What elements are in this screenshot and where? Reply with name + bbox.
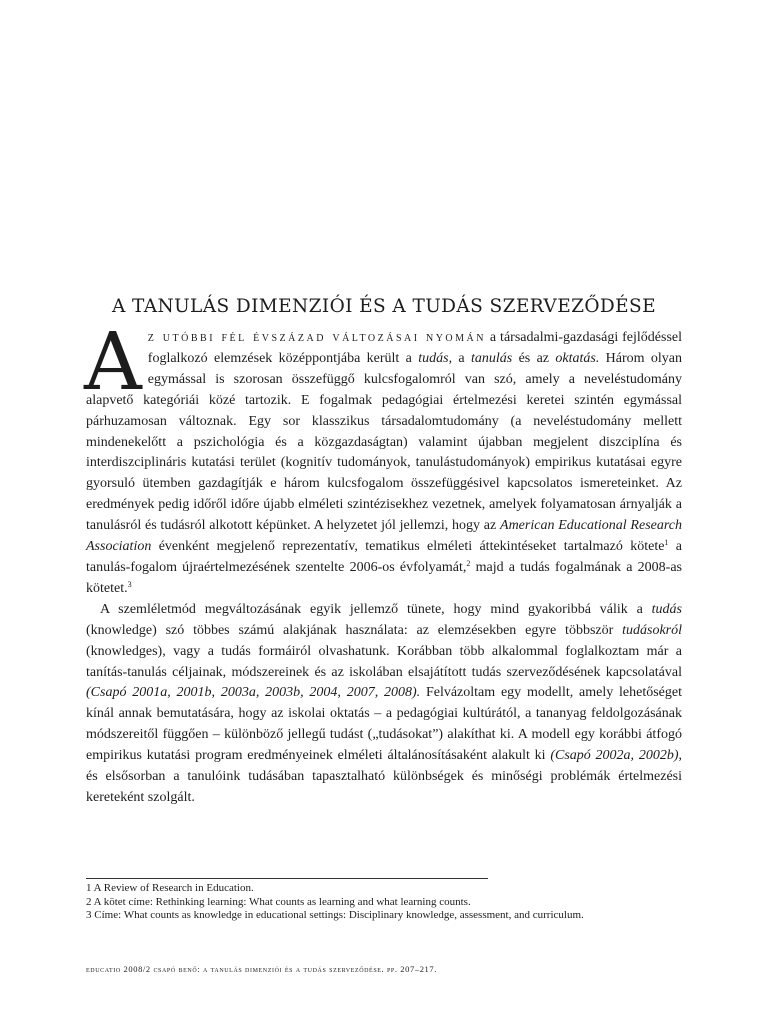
p2-text-3: (knowledges), vagy a tudás formáiról olvashatunk. Korábban több alkalommal foglalkoztam már a tanítás-tanulás céljainak, módszereinek és az iskolában elsajátított tudás szerveződésének kapcsolatával — [86, 643, 682, 680]
footnote-2: 2 A kötet címe: Rethinking learning: What counts as learning and what learning counts. — [86, 895, 471, 908]
paragraph-2 — [86, 600, 682, 809]
p1-italic-tanulas: tanulás — [470, 350, 513, 366]
p1-italic-oktatas: oktatás. — [555, 350, 600, 366]
p2-text-5: , és elsősorban a tanulóink tudásában tapasztalható különbségek és minőségi problémák értelmezési kereteként szolgált. — [86, 748, 682, 805]
p1-text-5: évenként megjelenő reprezentatív, tematikus elméleti áttekintéseket tartalmazó kötete — [151, 539, 665, 555]
page-footer: educatio 2008/2 csapó benő: a tanulás dimenziói és a tudás szerveződése. pp. 207–217. — [86, 964, 437, 974]
footnote-ref-2[interactable]: 2 — [466, 558, 471, 568]
p2-italic-tudasokrol: tudásokról — [622, 622, 682, 638]
p2-text-2: (knowledge) szó többes számú alakjának használata: az elemzésekben egyre többször — [86, 622, 623, 638]
p2-italic-tudas: tudás — [651, 601, 682, 617]
footnote-ref-3[interactable]: 3 — [127, 579, 132, 589]
article-title: A TANULÁS DIMENZIÓI ÉS A TUDÁS SZERVEZŐDÉSE — [111, 296, 657, 318]
p1-text-7: majd a tudás fogalmának a 2008-as kötetet. — [86, 559, 682, 596]
p1-text-1: a társadalmi-gazdasági fejlődéssel foglalkozó elemzések középpontjába került a — [147, 330, 683, 366]
article-body — [84, 315, 683, 809]
footnote-ref-1[interactable]: 1 — [664, 538, 669, 548]
p2-text-4: Felvázoltam egy modellt, amely lehetőséget kínál annak bemutatására, hogy az iskolai oktatás – a pedagógiai kultúrától, a tananyag feldolgozásának módszereitől függően – különböző jellegű tudást („tudásokat”) alakíthat ki. A modell egy korábbi átfogó empirikus kutatási program eredményeinek elméleti általánosításaként alakult ki — [86, 685, 682, 764]
p1-italic-tudas: tudás — [418, 350, 449, 366]
footnote-3: 3 Címe: What counts as knowledge in educational settings: Disciplinary knowledge, assessment, and curriculum. — [86, 909, 584, 922]
footnote-1: 1 A Review of Research in Education. — [86, 882, 254, 894]
p1-text-6: a tanulás-fogalom újraértelmezésének szentelte 2006-os évfolyamát, — [86, 539, 682, 575]
p2-citation-2: (Csapó 2002a, 2002b) — [550, 748, 679, 764]
p2-text-1: A szemléletmód megváltozásának egyik jellemző tünete, hogy mind gyakoribbá válik a — [100, 601, 652, 617]
p1-italic-aera: American Educational Research Association — [86, 518, 683, 555]
p1-text-4: Három olyan egymással is szorosan összefüggő kulcsfogalomról van szó, amely a neveléstudomány alapvető kategóriái közé tartozik. E fogalmak pedagógiai értelmezési keretei szintén egymással párhuzamosan változnak. Egy sor klasszikus társadalomtudomány (a neveléstudomány mellett mindenekelőtt a pszichológia és a közgazdaságtan) valamint újabban megjelent diszciplína és interdiszciplináris kutatási terület (kognitív tudományok, tanulástudományok) empirikus kutatásai egyre gyorsuló ütemben gazdagítják e három kulcsfogalom összefüggésivel kapcsolatos ismereteinket. Az eredmények pedig időről időre újabb elméleti szintézisekhez vezetnek, amelyek folyamatosan árnyalják a tanulásról és tudásról alkotott képünket. A helyzetet jól jellemzi, hogy az — [86, 350, 683, 534]
lead-in-small-caps: z utóbbi fél évszázad változásai nyomán — [147, 330, 486, 345]
footnote-divider — [86, 878, 488, 879]
footnotes — [86, 882, 682, 923]
p2-citation-1: (Csapó 2001a, 2001b, 2003a, 2003b, 2004, 2007, 2008). — [86, 685, 421, 701]
p1-text-2: , a — [448, 350, 471, 366]
p1-text-3: és az — [512, 350, 556, 366]
drop-cap-letter: A — [84, 315, 142, 408]
paragraph-1 — [84, 315, 683, 600]
